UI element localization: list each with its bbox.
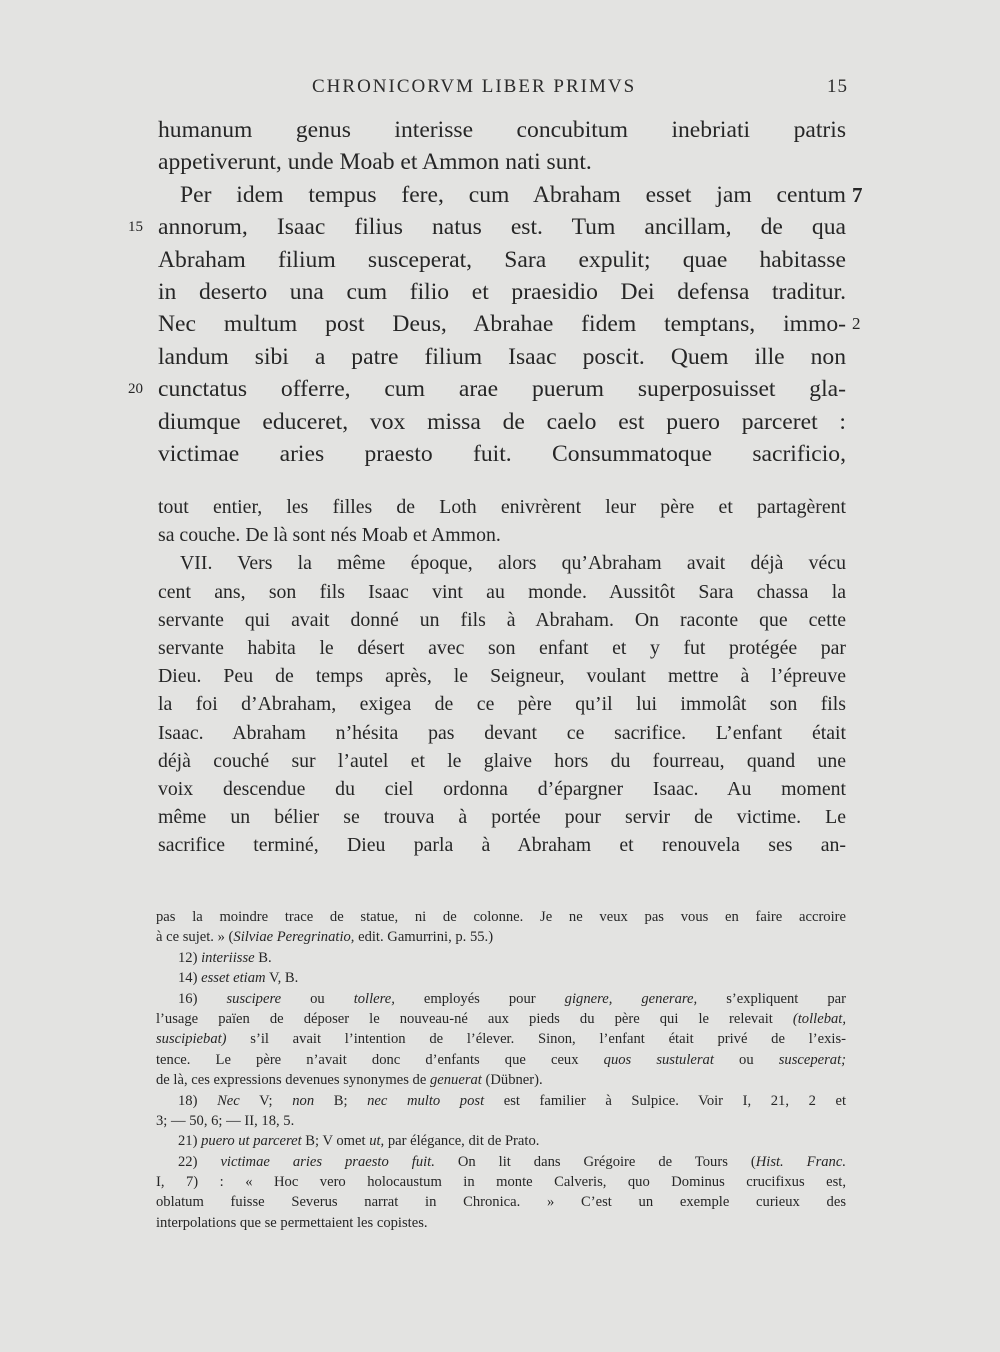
footnote-line <box>156 1131 846 1151</box>
footnote-line <box>156 1070 846 1090</box>
latin-line-text: Per idem tempus fere, cum Abraham esset jam centum <box>180 181 846 208</box>
footnote-text: 16) <box>178 990 227 1007</box>
footnote-text: 22) <box>178 1153 221 1170</box>
latin-line: landum sibi a patre filium Isaac poscit. Quem ille non <box>158 343 846 370</box>
latin-line-text: cunctatus offerre, cum arae puerum superposuisset gla- <box>158 376 846 403</box>
footnote-line <box>156 1091 846 1111</box>
line-number: 20 <box>128 381 143 398</box>
footnote-text: de là, ces expressions devenues synonymes de <box>156 1072 430 1089</box>
french-line: sa couche. De là sont nés Moab et Ammon. <box>158 524 501 547</box>
footnote-text: employés pour <box>394 990 565 1007</box>
footnote-text: 18) <box>178 1092 218 1109</box>
french-line: Dieu. Peu de temps après, le Seigneur, voulant mettre à l’épreuve <box>158 665 846 688</box>
footnote-line <box>156 927 846 947</box>
latin-text <box>128 114 863 470</box>
footnote-line <box>156 1192 846 1212</box>
footnote-text: est familier à Sulpice. Voir I, 21, 2 et <box>484 1092 847 1109</box>
footnote-text: 21) <box>178 1133 202 1150</box>
footnote-italic: victimae aries praesto fuit. <box>220 1153 435 1170</box>
french-line: VII. Vers la même époque, alors qu’Abraham avait déjà vécu <box>180 552 846 575</box>
footnote-line <box>156 989 846 1009</box>
footnote-line <box>156 948 846 968</box>
footnote-line <box>156 1213 846 1233</box>
footnote-line <box>156 1111 846 1131</box>
footnote-italic: non <box>292 1092 315 1109</box>
latin-line <box>158 308 861 340</box>
footnote-text: On lit dans Grégoire de Tours ( <box>434 1153 756 1170</box>
footnote-line <box>156 1172 846 1192</box>
footnote-text: oblatum fuisse Severus narrat in Chronica. » C’est un exemple curieux des <box>156 1194 846 1211</box>
footnote-text: à ce sujet. » ( <box>156 929 234 946</box>
footnote-text: tence. Le père n’avait donc d’enfants que ceux <box>156 1051 604 1068</box>
latin-line: diumque educeret, vox missa de caelo est puero parceret : <box>158 408 846 435</box>
footnote-text: B. <box>254 949 272 966</box>
french-line: sacrifice terminé, Dieu parla à Abraham et renouvela ses an- <box>158 834 846 857</box>
footnote-line <box>156 968 846 988</box>
latin-line: in deserto una cum filio et praesidio Dei defensa traditur. <box>158 278 846 305</box>
footnote-italic: puero ut parceret <box>201 1133 302 1150</box>
footnote-text: I, 7) : « Hoc vero holocaustum in monte Calveris, quo Dominus crucifixus est, <box>156 1174 846 1191</box>
footnote-italic: interiisse <box>201 949 255 966</box>
footnote-line <box>156 1050 846 1070</box>
footnote-italic: (tollebat, <box>792 1010 846 1027</box>
footnote-text: ou <box>281 990 354 1007</box>
running-title: CHRONICORVM LIBER PRIMVS <box>312 76 637 97</box>
latin-line: Abraham filium susceperat, Sara expulit; quae habitasse <box>158 246 846 273</box>
latin-line <box>128 211 846 243</box>
footnote-italic: nec multo post <box>367 1092 485 1109</box>
french-line: cent ans, son fils Isaac vint au monde. Aussitôt Sara chassa la <box>158 580 846 603</box>
footnote-text: B; V omet <box>301 1133 370 1150</box>
french-line: déjà couché sur l’autel et le glaive hors du fourreau, quand une <box>158 749 846 772</box>
footnote-text: B; <box>314 1092 368 1109</box>
latin-line <box>128 373 846 405</box>
footnote-text: V, B. <box>265 970 299 987</box>
french-line: la foi d’Abraham, exigea de ce père qu’il lui immolât son fils <box>158 693 846 716</box>
footnote-line <box>156 1152 846 1172</box>
latin-line-text: Nec multum post Deus, Abrahae fidem temptans, immo- <box>158 311 846 338</box>
footnote-text: V; <box>239 1092 293 1109</box>
french-line: servante qui avait donné un fils à Abraham. On raconte que cette <box>158 608 846 631</box>
footnote-italic: quos sustulerat <box>603 1051 714 1068</box>
latin-line-text: annorum, Isaac filius natus est. Tum ancillam, de qua <box>158 214 846 241</box>
page-number: 15 <box>827 76 848 97</box>
footnote-italic: susceperat; <box>778 1051 847 1068</box>
footnote-italic: suscipere <box>226 990 282 1007</box>
footnote-italic: tollere, <box>353 990 395 1007</box>
footnote-text: par élégance, dit de Prato. <box>384 1133 540 1150</box>
footnote-text: l’usage païen de déposer le nouveau-né aux pieds du père qui le relevait <box>156 1010 793 1027</box>
footnote-italic: suscipiebat) <box>156 1031 227 1048</box>
line-number: 15 <box>128 219 143 236</box>
latin-line: appetiverunt, unde Moab et Ammon nati sunt. <box>158 149 592 176</box>
footnote-line <box>156 1029 846 1049</box>
footnote-italic: Silviae Peregrinatio, <box>233 929 355 946</box>
latin-line: humanum genus interisse concubitum inebriati patris <box>158 117 846 143</box>
footnote-italic: Nec <box>217 1092 240 1109</box>
footnotes <box>156 907 846 1233</box>
footnote-italic: ut, <box>369 1133 385 1150</box>
latin-line <box>158 179 863 211</box>
footnote-italic: Hist. Franc. <box>755 1153 846 1170</box>
footnote-text: s’expliquent par <box>697 990 846 1007</box>
footnote-italic: genuerat <box>429 1072 482 1089</box>
french-translation <box>158 493 846 859</box>
footnote-text: interpolations que se permettaient les copistes. <box>156 1214 428 1231</box>
french-line: voix descendue du ciel ordonna d’épargner Isaac. Au moment <box>158 777 846 800</box>
footnote-italic: gignere, generare, <box>564 990 698 1007</box>
french-line: tout entier, les filles de Loth enivrèrent leur père et partagèrent <box>158 496 846 518</box>
footnote-text: ou <box>713 1051 779 1068</box>
latin-line: victimae aries praesto fuit. Consummatoque sacrificio, <box>158 440 846 467</box>
footnote-text: 12) <box>178 949 202 966</box>
footnote-text: (Dübner). <box>481 1072 543 1089</box>
footnote-text: edit. Gamurrini, p. 55.) <box>354 929 494 946</box>
footnote-text: s’il avait l’intention de l’élever. Sinon, l’enfant était privé de l’exis- <box>226 1031 846 1048</box>
footnote-text: 14) <box>178 970 202 987</box>
footnote-text: 3; — 50, 6; — II, 18, 5. <box>156 1112 295 1129</box>
french-line: servante habita le désert avec son enfant et y fut protégée par <box>158 636 846 659</box>
footnote-italic: esset etiam <box>201 970 266 987</box>
french-line: même un bélier se trouva à portée pour servir de victime. Le <box>158 806 846 829</box>
footnote-line <box>156 907 846 927</box>
margin-chapter-number: 7 <box>852 182 863 207</box>
footnote-text: pas la moindre trace de statue, ni de colonne. Je ne veux pas vous en faire accroire <box>156 909 846 925</box>
footnote-line <box>156 1009 846 1029</box>
margin-verse-number: 2 <box>852 314 861 334</box>
french-line: Isaac. Abraham n’hésita pas devant ce sacrifice. L’enfant était <box>158 721 846 744</box>
